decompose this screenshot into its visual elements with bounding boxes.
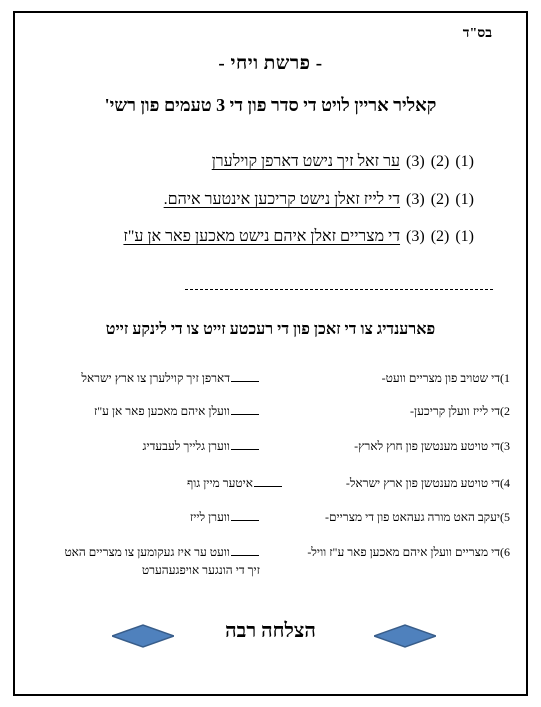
- question-text: ער זאל זיך נישט דארפן קוילערן: [211, 153, 401, 170]
- option-2[interactable]: (2): [430, 191, 450, 208]
- match-left-item: [64, 545, 260, 560]
- option-2[interactable]: (2): [430, 153, 450, 170]
- options-group: [406, 228, 474, 246]
- question-text: די לייז זאלן נישט קריכען אינטער איהם.: [163, 191, 401, 208]
- answer-blank[interactable]: [231, 414, 259, 415]
- match-left-text: וועלן איהם מאכען פאר אן ע"ז: [93, 404, 230, 418]
- match-left-text: ווערן גלייך לעבעדיג: [142, 439, 230, 453]
- option-2[interactable]: (2): [430, 228, 450, 245]
- right-diamond-shape: [374, 624, 436, 648]
- match-left-item: [81, 371, 260, 386]
- question-row: [123, 228, 474, 246]
- match-left-text: וועט ער איז געקומען צו מצריים האט: [64, 545, 230, 559]
- matching-title: פארענדיג צו די זאכן פון די רעכטע זייט צו די לינקע זייט: [105, 321, 436, 338]
- footer-text: הצלחה רבה: [225, 620, 316, 642]
- options-group: [406, 153, 474, 171]
- option-3[interactable]: (3): [406, 153, 425, 170]
- match-right-item: 1)די שטויב פון מצריים וועט-: [381, 371, 510, 385]
- match-left-text: איטער מיין גוף: [187, 476, 253, 490]
- page-title: - פרשת ויחי -: [218, 53, 323, 74]
- options-group: [406, 191, 474, 209]
- question-row: [212, 153, 474, 171]
- dashed-divider: [185, 289, 493, 290]
- match-right-item: 6)די מצריים וועלן איהם מאכען פאר ע"ז וויל-: [307, 545, 510, 559]
- match-left-item: [190, 510, 260, 525]
- match-left-item: [94, 404, 260, 419]
- option-3[interactable]: (3): [406, 228, 425, 245]
- match-left-text: דארפן זיך קוילערן צו ארץ ישראל: [81, 371, 230, 385]
- option-3[interactable]: (3): [406, 191, 425, 208]
- question-text: די מצריים זאלן איהם נישט מאכען פאר אן ע"ז: [123, 228, 401, 245]
- option-1[interactable]: (1): [455, 153, 474, 170]
- match-left-item: [142, 439, 260, 454]
- match-right-item: 4)די טויטע מענטשן פון ארץ ישראל-: [345, 476, 510, 490]
- answer-blank[interactable]: [231, 381, 259, 382]
- match-left-item: [187, 476, 283, 491]
- instruction-text: קאליר אריין לויט די סדר פון די 3 טעמים פון רשי': [104, 95, 437, 115]
- answer-blank[interactable]: [231, 555, 259, 556]
- option-1[interactable]: (1): [455, 191, 474, 208]
- match-left-item-continued: זיך די הונגער אויפגעהערט: [141, 563, 260, 577]
- answer-blank[interactable]: [254, 486, 282, 487]
- bsd-header: בס"ד: [462, 26, 492, 41]
- match-left-text: ווערן לייז: [189, 510, 230, 524]
- question-row: [164, 191, 474, 209]
- option-1[interactable]: (1): [455, 228, 474, 245]
- match-right-item: 3)די טויטע מענטשן פון חוץ לארץ-: [354, 439, 510, 453]
- match-right-item: 2)די לייז וועלן קריכען-: [410, 404, 510, 418]
- answer-blank[interactable]: [231, 449, 259, 450]
- match-right-item: 5)יעקב האט מורה געהאט פון די מצריים-: [325, 510, 510, 524]
- answer-blank[interactable]: [231, 520, 259, 521]
